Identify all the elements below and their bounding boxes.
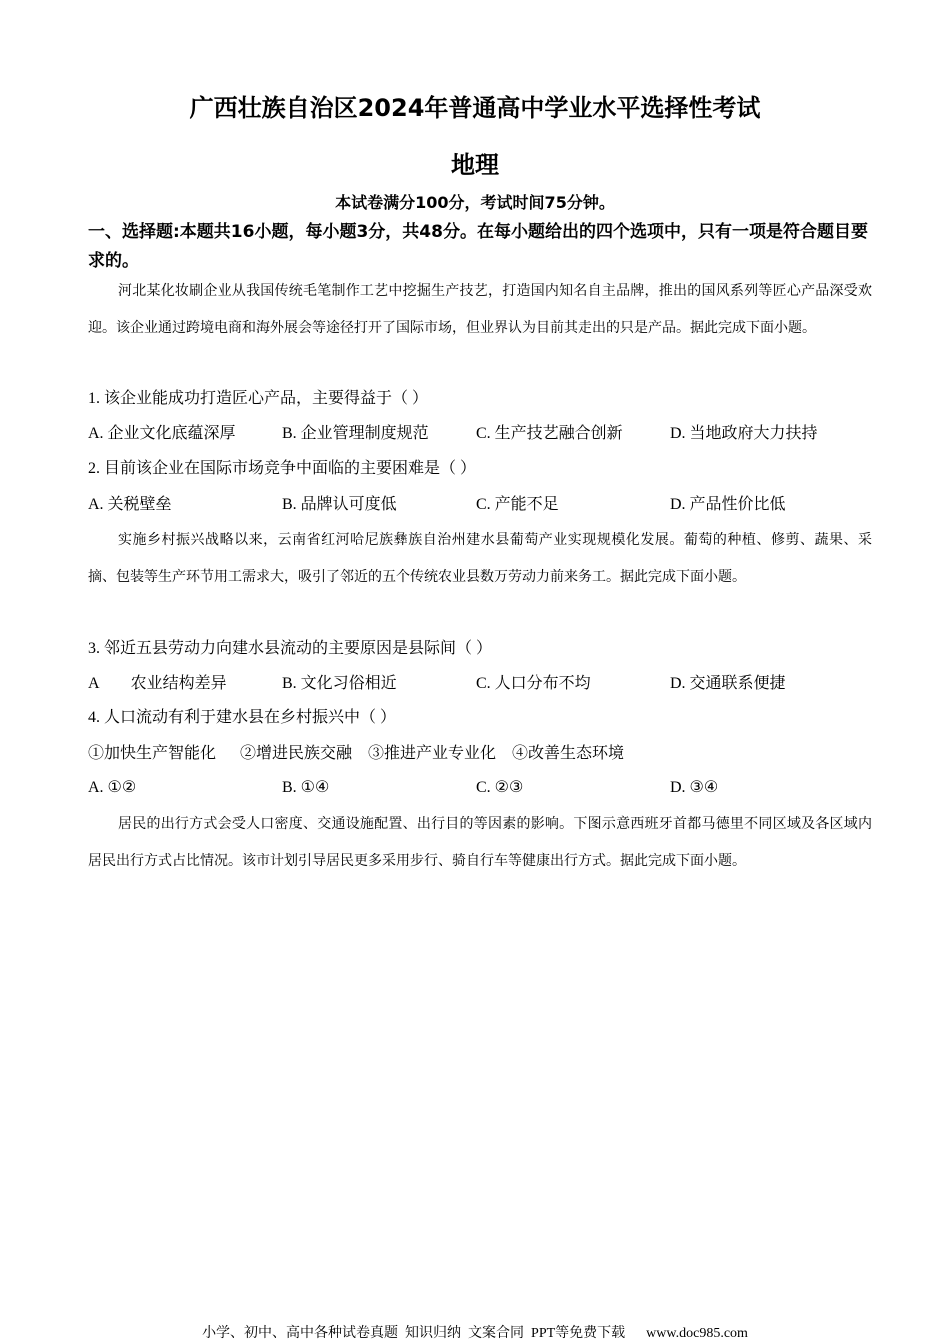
question-4-option-c[interactable]: C. ②③: [476, 779, 524, 796]
question-1-stem: 1. 该企业能成功打造匠心产品，主要得益于（ ）: [88, 390, 429, 407]
question-1-option-a[interactable]: A. 企业文化底蕴深厚: [88, 425, 236, 442]
question-1-options: [88, 424, 878, 446]
question-1-option-d[interactable]: D. 当地政府大力扶持: [670, 425, 818, 442]
exam-title: 广西壮族自治区2024年普通高中学业水平选择性考试: [189, 94, 761, 122]
passage-1: 河北某化妆刷企业从我国传统毛笔制作工艺中挖掘生产技艺，打造国内知名自主品牌，推出的国风系列等匠心产品深受欢迎。该企业通过跨境电商和海外展会等途径打开了国际市场，但业界认为目前其走出的只是产品。据此完成下面小题。: [88, 283, 872, 336]
question-3-stem: 3. 邻近五县劳动力向建水县流动的主要原因是县际间（ ）: [88, 640, 493, 657]
section-heading: 一、选择题:本题共16小题，每小题3分，共48分。在每小题给出的四个选项中，只有一项是符合题目要求的。: [88, 222, 868, 271]
question-4-options: [88, 778, 878, 800]
question-2-option-a[interactable]: A. 关税壁垒: [88, 496, 172, 513]
question-2-option-c[interactable]: C. 产能不足: [476, 496, 559, 513]
exam-note: 本试卷满分100分，考试时间75分钟。: [335, 193, 615, 212]
question-4-option-b[interactable]: B. ①④: [282, 779, 330, 796]
question-2-option-d[interactable]: D. 产品性价比低: [670, 496, 786, 513]
question-1-option-c[interactable]: C. 生产技艺融合创新: [476, 425, 623, 442]
question-3-option-c[interactable]: C. 人口分布不均: [476, 675, 591, 692]
question-3-option-a[interactable]: A 农业结构差异: [88, 675, 227, 692]
question-2-stem: 2. 目前该企业在国际市场竞争中面临的主要困难是（ ）: [88, 460, 477, 477]
question-3-option-d[interactable]: D. 交通联系便捷: [670, 675, 786, 692]
page-footer: 小学、初中、高中各种试卷真题 知识归纳 文案合同 PPT等免费下载 www.doc985.com: [202, 1326, 748, 1341]
question-1-option-b[interactable]: B. 企业管理制度规范: [282, 425, 429, 442]
question-4-stem: 4. 人口流动有利于建水县在乡村振兴中（ ）: [88, 709, 397, 726]
question-2-option-b[interactable]: B. 品牌认可度低: [282, 496, 397, 513]
question-3-options: [88, 674, 878, 696]
question-4-items: ①加快生产智能化 ②增进民族交融 ③推进产业专业化 ④改善生态环境: [88, 745, 625, 762]
passage-3: 居民的出行方式会受人口密度、交通设施配置、出行目的等因素的影响。下图示意西班牙首都马德里不同区域及各区域内居民出行方式占比情况。该市计划引导居民更多采用步行、骑自行车等健康出行方式。据此完成下面小题。: [88, 816, 872, 869]
question-4-option-d[interactable]: D. ③④: [670, 779, 719, 796]
question-2-options: [88, 495, 878, 517]
passage-2: 实施乡村振兴战略以来，云南省红河哈尼族彝族自治州建水县葡萄产业实现规模化发展。葡萄的种植、修剪、蔬果、采摘、包装等生产环节用工需求大，吸引了邻近的五个传统农业县数万劳动力前来务工。据此完成下面小题。: [88, 532, 872, 585]
question-3-option-b[interactable]: B. 文化习俗相近: [282, 675, 397, 692]
subject-title: 地理: [451, 151, 499, 179]
question-4-option-a[interactable]: A. ①②: [88, 779, 137, 796]
